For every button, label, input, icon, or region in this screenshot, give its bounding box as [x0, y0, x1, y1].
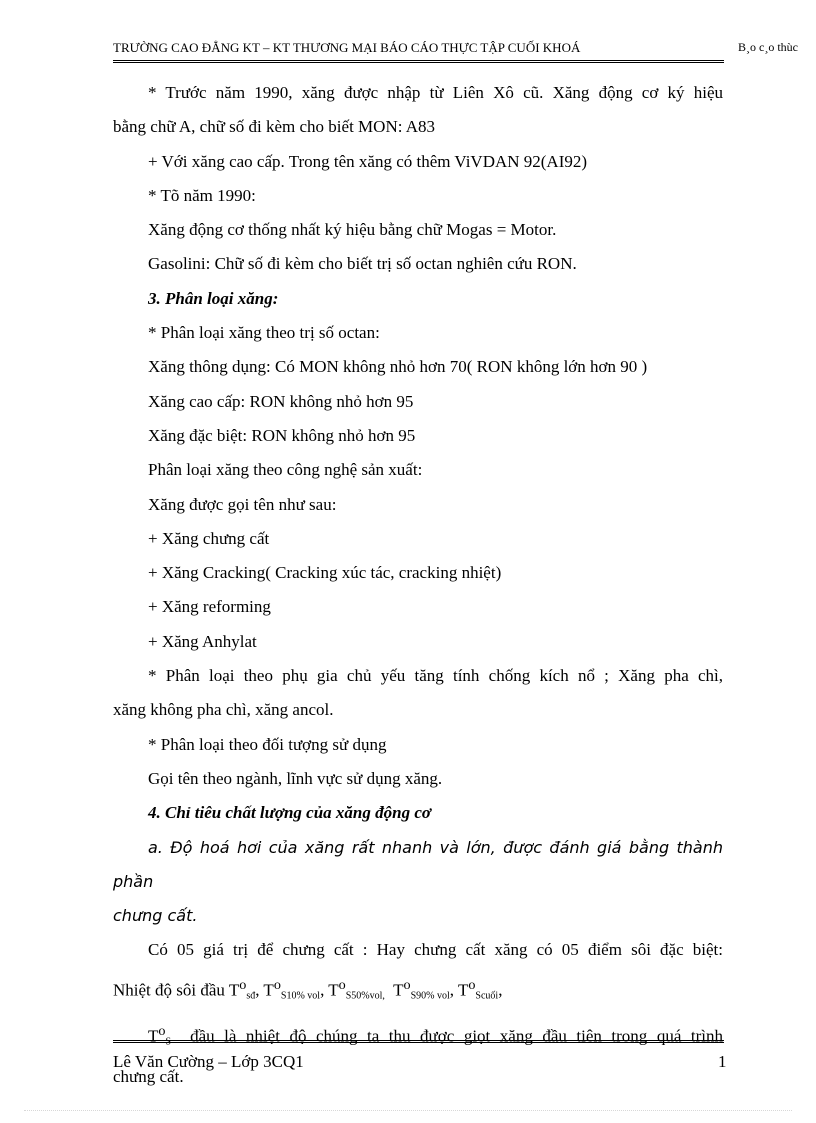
footer-divider — [113, 1040, 724, 1043]
paragraph-line: Xăng cao cấp: RON không nhỏ hơn 95 — [148, 391, 414, 411]
paragraph-line: bằng chữ A, chữ số đi kèm cho biết MON: A83 — [113, 117, 436, 137]
formula-rest: đầu là nhiệt độ chúng ta thu được giọt xăng đầu tiên trong quá trình — [190, 1026, 723, 1046]
page-header-right: B¸o c¸o thùc — [738, 40, 798, 54]
paragraph-line: * Trước năm 1990, xăng được nhập từ Liên Xô cũ. Xăng động cơ ký hiệu — [148, 83, 723, 102]
paragraph-line: * Tõ năm 1990: — [148, 185, 256, 205]
formula-sup: o — [338, 976, 346, 993]
formula-sub: S90% vol — [410, 990, 450, 1002]
formula-sup: o — [273, 976, 281, 993]
list-item: + Xăng Anhylat — [148, 631, 257, 651]
formula-sup: o — [468, 976, 476, 993]
formula-T: T — [148, 1026, 159, 1046]
section-heading: 4. Chỉ tiêu chất lượng của xăng động cơ — [148, 803, 431, 823]
formula-sub: Scuối — [475, 990, 499, 1002]
paragraph-line: chưng cất. — [113, 1066, 184, 1086]
formula-sup: o — [158, 1022, 166, 1039]
list-item: + Xăng chưng cất — [148, 528, 270, 548]
formula-T: T — [393, 980, 404, 1000]
paragraph-line: * Phân loại xăng theo trị số octan: — [148, 323, 380, 343]
paragraph-line: Xăng động cơ thống nhất ký hiệu bằng chữ Mogas = Motor. — [148, 220, 557, 240]
formula-sub: S10% vol — [280, 990, 321, 1002]
formula-sup: o — [239, 976, 247, 993]
paragraph-line: a. Độ hoá hơi của xăng rất nhanh và lớn, được đánh giá bằng thành phần — [113, 837, 723, 891]
formula-line: Nhiệt độ sôi đầu $T^o_{sđ}$, $T^o_{S10\% vol}$, $T^o_{S50\%vol,}$ $T^o_{S90\% vol}$, $T^o_{Scuối}$, — [113, 976, 503, 1002]
formula-sub: S50%vol, — [345, 990, 385, 1002]
page-header-title: TRƯỜNG CAO ĐẲNG KT – KT THƯƠNG MẠI BÁO CÁO THỰC TẬP CUỐI KHOÁ — [113, 40, 581, 55]
paragraph-line: Có 05 giá trị để chưng cất : Hay chưng cất xăng có 05 điểm sôi đặc biệt: — [148, 940, 723, 960]
formula-lead: Nhiệt độ sôi đầu T — [113, 980, 240, 1000]
formula-sub: S — [165, 1036, 172, 1048]
paragraph-line: chưng cất. — [113, 906, 198, 926]
paragraph-line: Xăng thông dụng: Có MON không nhỏ hơn 70( RON không lớn hơn 90 ) — [148, 357, 648, 377]
header-divider — [113, 60, 724, 63]
paragraph-line: xăng không pha chì, xăng ancol. — [113, 700, 334, 720]
paragraph-line: * Phân loại theo đối tượng sử dụng — [148, 734, 387, 754]
page-edge-divider — [24, 1110, 792, 1111]
paragraph-line: Xăng được gọi tên như sau: — [148, 494, 337, 514]
formula-T: T — [328, 980, 339, 1000]
paragraph-line: Gasolini: Chữ số đi kèm cho biết trị số octan nghiên cứu RON. — [148, 254, 577, 274]
paragraph-line: Phân loại xăng theo công nghệ sản xuất: — [148, 460, 423, 480]
paragraph-line: + Với xăng cao cấp. Trong tên xăng có thêm ViVDAN 92(AI92) — [148, 151, 588, 171]
section-heading: 3. Phân loại xăng: — [148, 288, 279, 308]
formula-T: T — [457, 980, 469, 1000]
list-item: + Xăng Cracking( Cracking xúc tác, cracking nhiệt) — [148, 563, 502, 583]
formula-sub: sđ — [246, 990, 256, 1002]
list-item: + Xăng reforming — [148, 597, 271, 617]
paragraph-line: Gọi tên theo ngành, lĩnh vực sử dụng xăng. — [148, 768, 443, 788]
document-body — [113, 76, 723, 1094]
paragraph-line: Xăng đặc biệt: RON không nhỏ hơn 95 — [148, 425, 416, 445]
page-number: 1 — [718, 1052, 727, 1071]
footer-author: Lê Văn Cường – Lớp 3CQ1 — [113, 1052, 304, 1071]
formula-T: T — [263, 980, 274, 1000]
paragraph-line: * Phân loại theo phụ gia chủ yếu tăng tính chống kích nổ ; Xăng pha chì, — [148, 666, 723, 686]
formula-sup: o — [403, 976, 411, 993]
